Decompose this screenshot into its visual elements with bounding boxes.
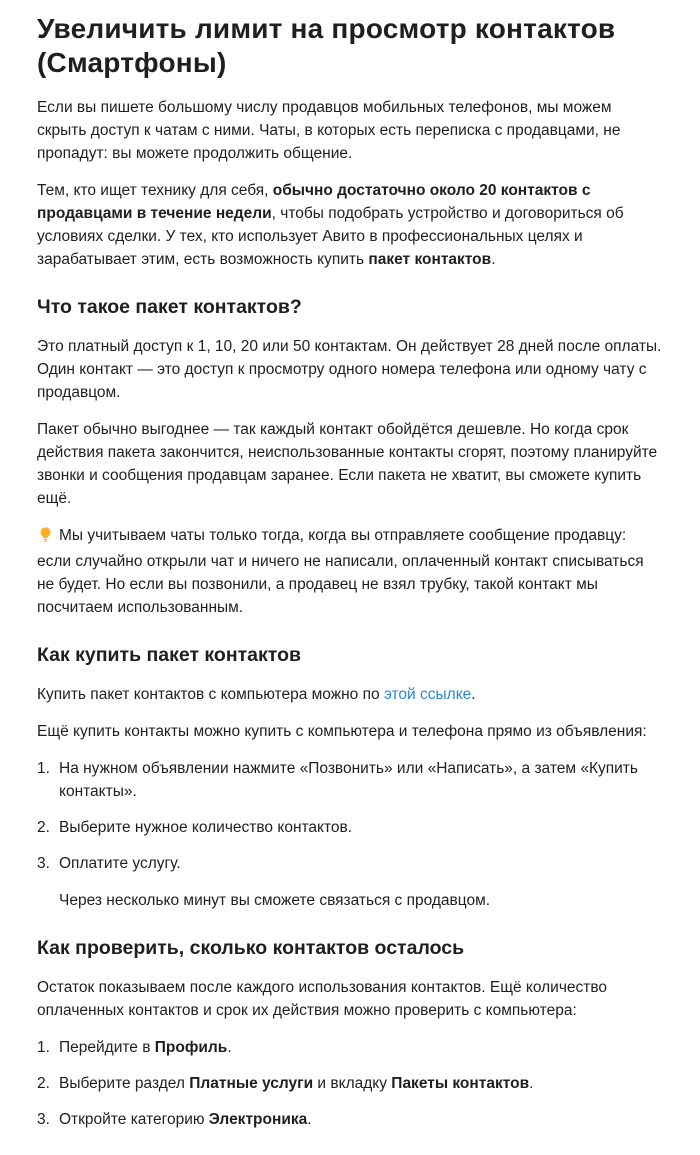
list-item	[37, 757, 663, 803]
text-segment: Выберите раздел	[59, 1075, 190, 1092]
list-number: 3.	[37, 1111, 50, 1128]
text-segment: и вкладку	[313, 1075, 392, 1092]
list-number: 3.	[37, 855, 50, 872]
paragraph: Это платный доступ к 1, 10, 20 или 50 контактам. Он действует 28 дней после оплаты. Один контакт — это доступ к просмотру одного номера телефона или одному чату с продавцом.	[37, 338, 662, 401]
text-segment: Купить пакет контактов с компьютера можно по	[37, 686, 384, 703]
section-heading-what-is: Что такое пакет контактов?	[37, 296, 302, 318]
intro-paragraph-1: Если вы пишете большому числу продавцов мобильных телефонов, мы можем скрыть доступ к чатам с ними. Чаты, в которых есть переписка с продавцами, не пропадут: вы можете продолжить общение.	[37, 99, 621, 162]
list-item	[37, 1108, 663, 1131]
text-segment: .	[307, 1111, 312, 1128]
list-item-text	[59, 1108, 663, 1131]
section-heading-how-to-buy: Как купить пакет контактов	[37, 644, 301, 666]
check-paragraph-1: Остаток показываем после каждого использования контактов. Ещё количество оплаченных контактов и срок их действия можно проверить с компьютера:	[37, 979, 608, 1019]
buy-steps-list	[37, 757, 663, 875]
list-number: 1.	[37, 760, 50, 777]
bold-segment: Пакеты контактов	[391, 1075, 530, 1092]
text-segment: Откройте категорию	[59, 1111, 209, 1128]
text-segment: Тем, кто ищет технику для себя,	[37, 182, 273, 199]
text-segment: .	[491, 251, 496, 268]
buy-paragraph-1	[37, 683, 663, 706]
text-segment: .	[471, 686, 476, 703]
bold-segment: Электроника	[208, 1111, 308, 1128]
text-segment: .	[227, 1039, 232, 1056]
list-number: 1.	[37, 1039, 50, 1056]
text-segment: .	[529, 1075, 534, 1092]
list-item-text: Оплатите услугу.	[59, 855, 181, 872]
list-item	[37, 852, 663, 875]
check-steps-list	[37, 1036, 663, 1131]
list-item	[37, 1072, 663, 1095]
intro-paragraph-2	[37, 179, 663, 271]
bold-segment: обычно достаточно около 20 контактов с продавцами в течение недели	[37, 182, 591, 222]
list-number: 2.	[37, 1075, 50, 1092]
text-segment: , чтобы подобрать устройство и договориться об условиях сделки. У тех, кто использует Авито в профессиональных целях и зарабатывает этим, есть возможность купить	[37, 205, 624, 268]
list-item-text: На нужном объявлении нажмите «Позвонить» или «Написать», а затем «Купить контакты».	[59, 760, 638, 800]
list-number: 2.	[37, 819, 50, 836]
list-item	[37, 1036, 663, 1059]
buy-contacts-link[interactable]: этой ссылке	[383, 686, 472, 703]
buy-paragraph-2: Ещё купить контакты можно купить с компьютера и телефона прямо из объявления:	[37, 723, 647, 740]
list-item	[37, 816, 663, 839]
list-item-text	[59, 1036, 663, 1059]
bold-segment: Платные услуги	[189, 1075, 314, 1092]
bold-segment: пакет контактов	[368, 251, 492, 268]
list-item-text	[59, 1072, 663, 1095]
tip-paragraph	[37, 524, 663, 619]
lightbulb-icon	[37, 526, 54, 550]
bold-segment: Профиль	[154, 1039, 228, 1056]
buy-paragraph-3: Через несколько минут вы сможете связаться с продавцом.	[59, 892, 491, 909]
text-segment: Перейдите в	[59, 1039, 155, 1056]
tip-text: Мы учитываем чаты только тогда, когда вы отправляете сообщение продавцу: если случайно открыли чат и ничего не написали, оплаченный контакт списываться не будет. Но если вы позвонили, а продавец не взял трубку, такой контакт мы посчитаем использованным.	[37, 527, 644, 616]
paragraph: Пакет обычно выгоднее — так каждый контакт обойдётся дешевле. Но когда срок действия пакета закончится, неиспользованные контакты сгорят, поэтому планируйте звонки и сообщения продавцам заранее. Если пакета не хватит, вы сможете купить ещё.	[37, 421, 658, 507]
page-title: Увеличить лимит на просмотр контактов (Смартфоны)	[37, 13, 616, 78]
list-item-text: Выберите нужное количество контактов.	[59, 819, 353, 836]
section-heading-how-to-check: Как проверить, сколько контактов осталось	[37, 937, 465, 959]
